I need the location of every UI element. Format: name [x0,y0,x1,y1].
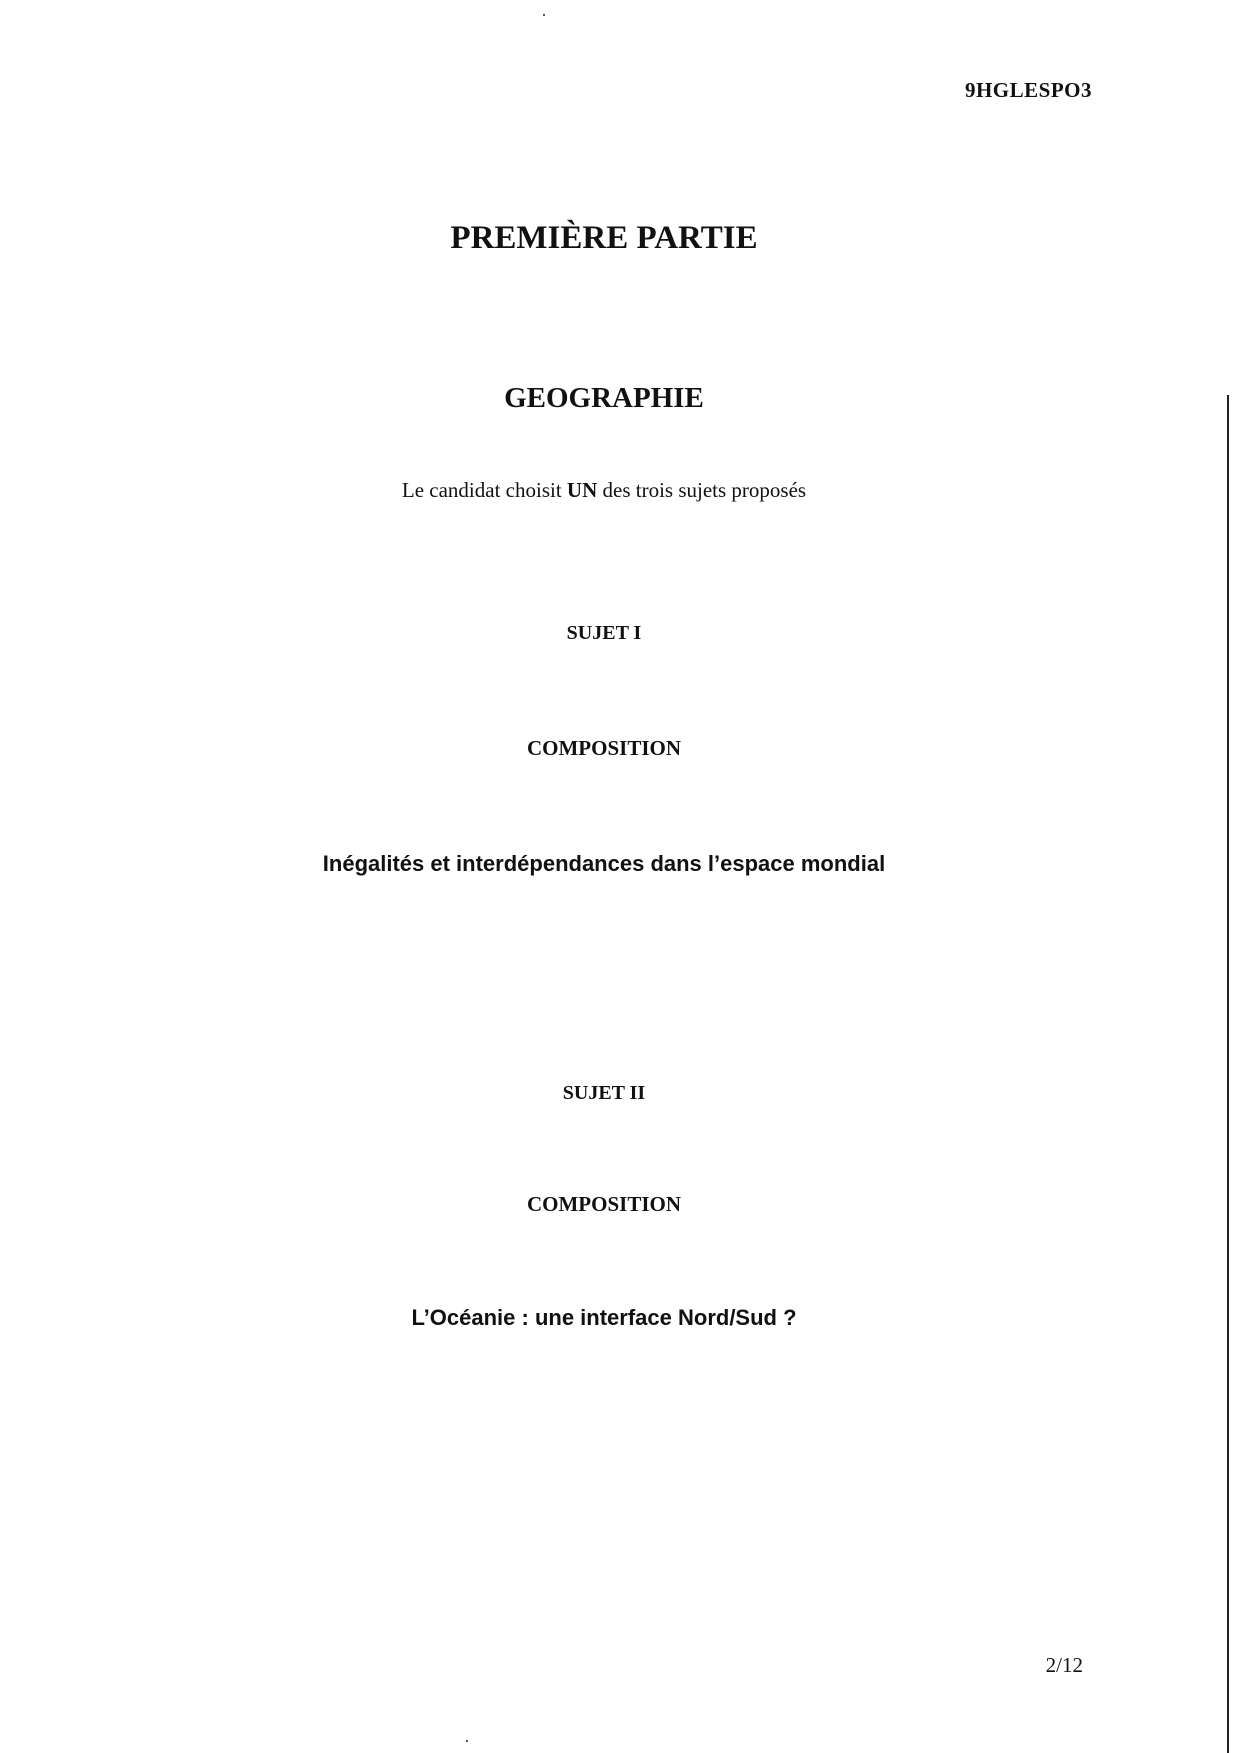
instruction-emphasis: UN [566,478,598,502]
instruction-before: Le candidat choisit [401,478,562,502]
scan-speck-bottom [466,1740,468,1742]
section-title: GEOGRAPHIE [504,382,704,414]
instruction [0,478,1208,503]
page-number: 2/12 [1045,1653,1083,1677]
subject-2-topic: L’Océanie : une interface Nord/Sud ? [411,1305,797,1330]
subject-1-type: COMPOSITION [526,736,681,760]
subject-1-label: SUJET I [566,622,642,644]
scan-edge-line [1227,395,1229,1753]
scan-speck-top [543,14,545,16]
subject-2-type: COMPOSITION [526,1192,681,1216]
reference-code: 9HGLESPO3 [964,78,1092,102]
instruction-after: des trois sujets proposés [602,478,807,502]
part-title: PREMIÈRE PARTIE [450,220,758,256]
subject-2-label: SUJET II [562,1082,646,1104]
subject-1-topic: Inégalités et interdépendances dans l’espace mondial [322,851,886,876]
